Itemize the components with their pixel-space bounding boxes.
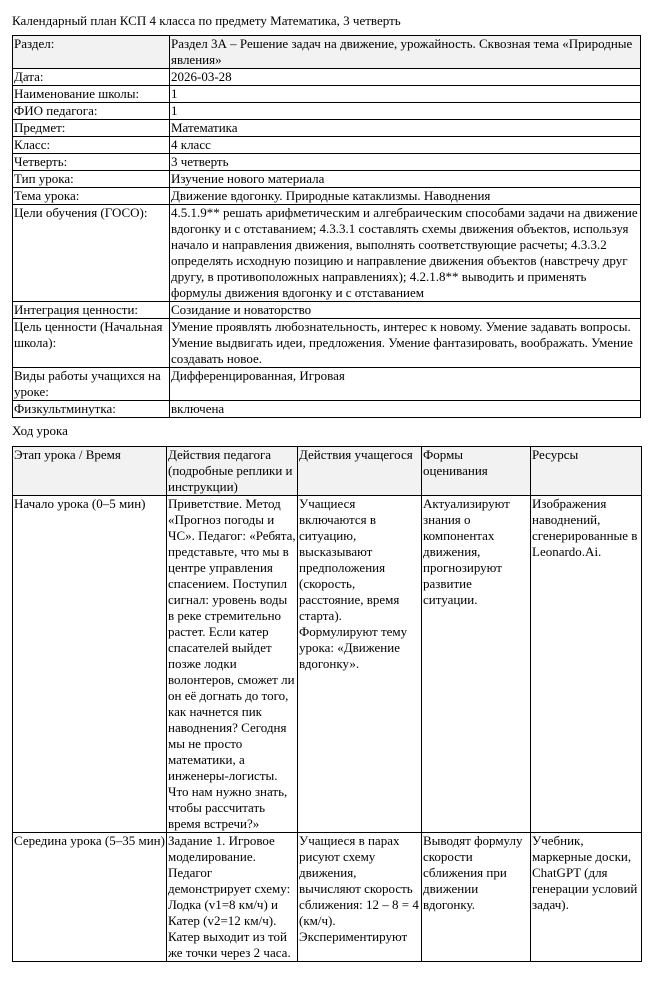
table-cell: Приветствие. Метод «Прогноз погоды и ЧС». Педагог: «Ребята, представьте, что мы в центре управления спасением. Поступил сигнал: уровень воды в реке стремительно растет. Если катер спасателей выйдет позже лодки волонтеров, сможет ли он её догнать до того, как начнется пик наводнения? Сегодня мы не просто математики, а инженеры-логисты. Что нам нужно знать, чтобы рассчитать время встречи?»: [168, 496, 296, 831]
table-cell: Выводят формулу скорости сближения при движении вдогонку.: [422, 833, 531, 962]
info-row-work-types: [13, 368, 641, 401]
table-cell: Учебник, маркерные доски, ChatGPT (для генерации условий задач).: [531, 833, 642, 962]
info-key: Раздел:: [13, 36, 170, 69]
info-row-school: [13, 86, 641, 103]
info-key: Четверть:: [13, 154, 170, 171]
table-cell: Учащиеся включаются в ситуацию, высказывают предположения (скорость, расстояние, время старта). Формулируют тему урока: «Движение вдогонку».: [298, 496, 422, 833]
info-row-exercise: [13, 401, 641, 418]
info-value: Созидание и новаторство: [170, 302, 641, 319]
column-header: Этап урока / Время: [13, 447, 167, 496]
info-value: Умение проявлять любознательность, интерес к новому. Умение задавать вопросы. Умение выдвигать идеи, предложения. Умение фантазировать, воображать. Умение создавать новое.: [170, 319, 641, 368]
info-value: Дифференцированная, Игровая: [170, 368, 641, 401]
info-row-topic: [13, 188, 641, 205]
info-value: Раздел 3А – Решение задач на движение, урожайность. Сквозная тема «Природные явления»: [170, 36, 641, 69]
info-value: 4.5.1.9** решать арифметическим и алгебраическим способами задачи на движение вдогонку и с отставанием; 4.3.3.1 составлять схемы движения объектов, используя начало и направления движения, выполнять соответствующие расчеты; 4.3.3.2 определять исходную позицию и направление движения объектов (навстречу друг другу, в противоположных направлениях); 4.2.1.8** выводить и применять формулы движения вдогонку и с отставанием: [170, 205, 641, 302]
info-row-quarter: [13, 154, 641, 171]
info-value: 1: [170, 103, 641, 120]
info-row-value-goal: [13, 319, 641, 368]
info-value: 3 четверть: [170, 154, 641, 171]
info-row-goals: [13, 205, 641, 302]
info-key: Дата:: [13, 69, 170, 86]
table-cell: Задание 1. Игровое моделирование. Педагог демонстрирует схему: Лодка (v1=8 км/ч) и Катер (v2=12 км/ч). Катер выходит из той же точки через 2 часа.: [167, 833, 298, 962]
table-row: [13, 833, 642, 962]
info-key: Цели обучения (ГОСО):: [13, 205, 170, 302]
info-row-date: [13, 69, 641, 86]
info-row-lesson-type: [13, 171, 641, 188]
lesson-info-table: [12, 35, 641, 418]
info-value: 2026-03-28: [170, 69, 641, 86]
column-header: Ресурсы: [531, 447, 642, 496]
info-row-teacher: [13, 103, 641, 120]
info-value: Математика: [170, 120, 641, 137]
column-header: Формы оценивания: [422, 447, 531, 496]
table-cell: Актуализируют знания о компонентах движения, прогнозируют развитие ситуации.: [422, 496, 531, 833]
info-key: Наименование школы:: [13, 86, 170, 103]
info-key: Цель ценности (Начальная школа):: [13, 319, 170, 368]
info-value: 4 класс: [170, 137, 641, 154]
info-key: ФИО педагога:: [13, 103, 170, 120]
table-cell: Изображения наводнений, сгенерированные в Leonardo.Ai.: [531, 496, 642, 833]
info-row-grade: [13, 137, 641, 154]
lesson-flow-table: [12, 446, 642, 962]
info-row-value-integration: [13, 302, 641, 319]
info-value: включена: [170, 401, 641, 418]
column-header: Действия педагога (подробные реплики и инструкции): [167, 447, 298, 496]
table-cell: Начало урока (0–5 мин): [13, 496, 167, 833]
section-title: Ход урока: [12, 423, 68, 438]
info-value: 1: [170, 86, 641, 103]
info-key: Виды работы учащихся на уроке:: [13, 368, 170, 401]
info-row-section: [13, 36, 641, 69]
page-title: Календарный план КСП 4 класса по предмету Математика, 3 четверть: [12, 13, 401, 28]
table-cell: Середина урока (5–35 мин): [13, 833, 167, 962]
info-value: Движение вдогонку. Природные катаклизмы. Наводнения: [170, 188, 641, 205]
table-cell: Учащиеся в парах рисуют схему движения, вычисляют скорость сближения: 12 – 8 = 4 (км/ч). Экспериментируют: [298, 833, 422, 962]
info-key: Интеграция ценности:: [13, 302, 170, 319]
info-key: Тип урока:: [13, 171, 170, 188]
info-key: Физкультминутка:: [13, 401, 170, 418]
info-key: Класс:: [13, 137, 170, 154]
info-value: Изучение нового материала: [170, 171, 641, 188]
table-header-row: [13, 447, 642, 496]
table-row: [13, 496, 642, 833]
info-row-subject: [13, 120, 641, 137]
info-key: Тема урока:: [13, 188, 170, 205]
info-key: Предмет:: [13, 120, 170, 137]
column-header: Действия учащегося: [298, 447, 422, 496]
